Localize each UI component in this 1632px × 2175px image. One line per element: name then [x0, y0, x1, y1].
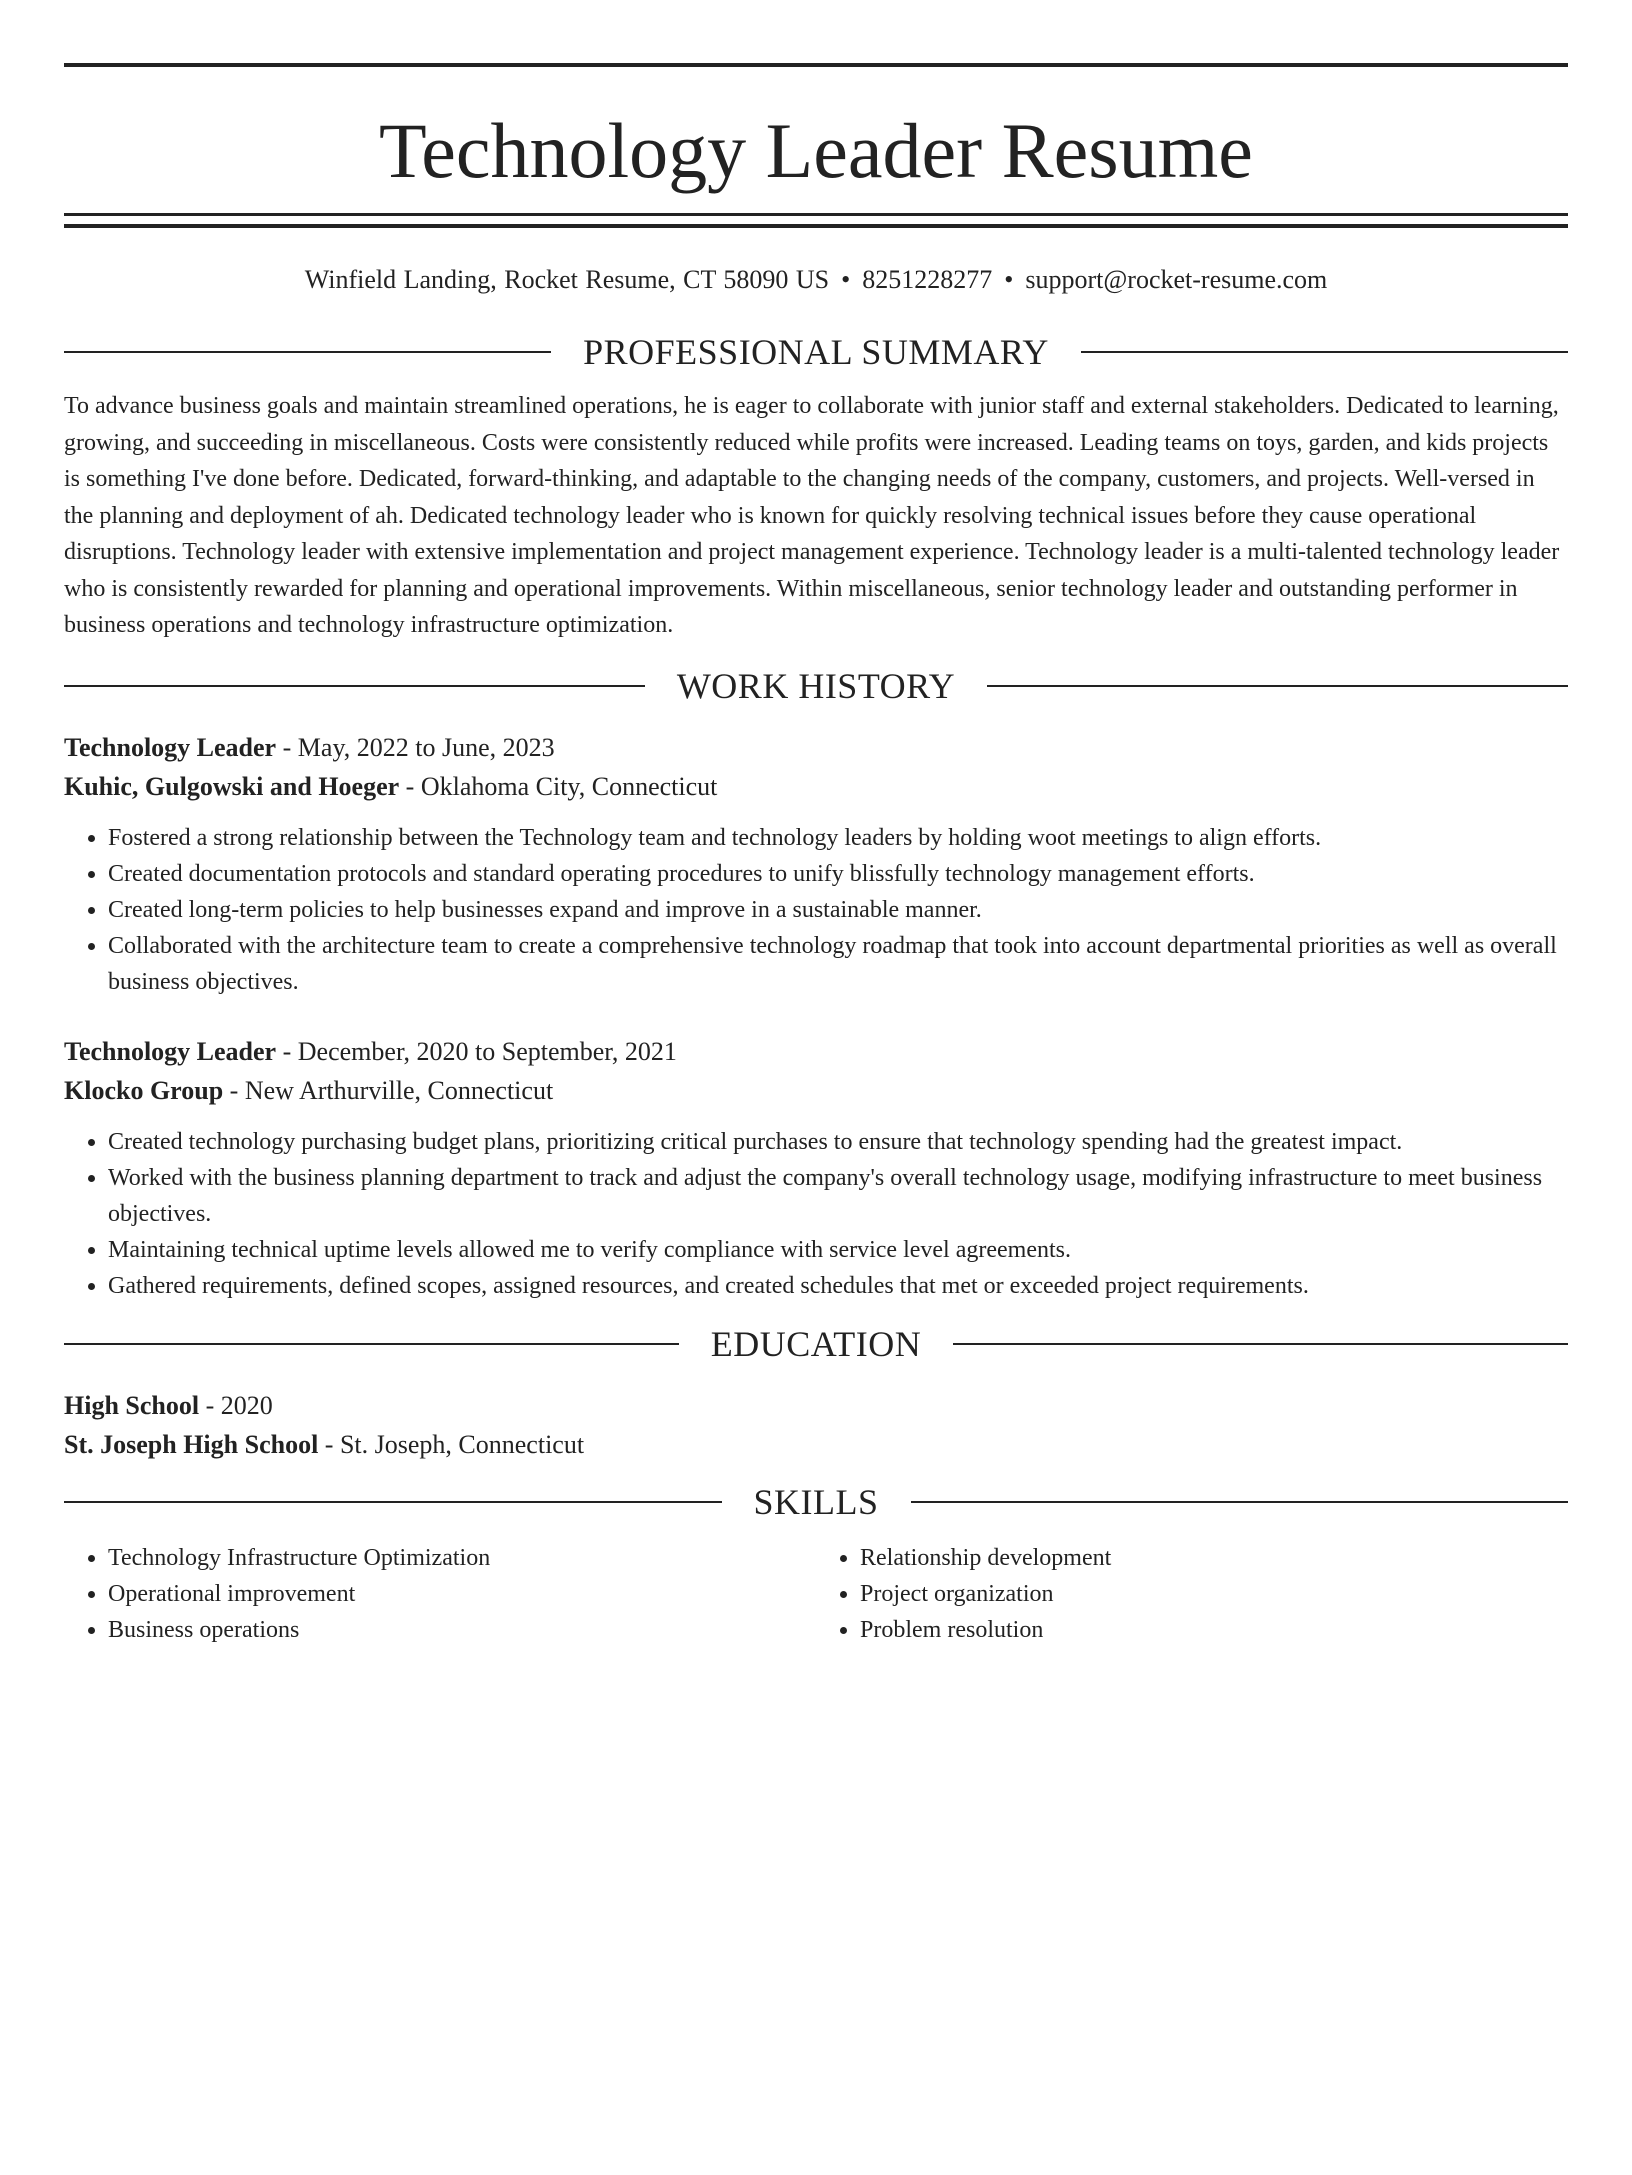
education-year: 2020 — [220, 1390, 273, 1420]
job-location: New Arthurville, Connecticut — [244, 1075, 554, 1105]
skill-item: • Project organization — [860, 1576, 1568, 1612]
list-item: • Created long-term policies to help businesses expand and improve in a sustainable manner. — [108, 892, 1568, 928]
heading-rule-left — [64, 685, 645, 687]
heading-rule-left — [64, 1343, 679, 1345]
job-bullets — [64, 820, 1568, 1000]
page-title: Technology Leader Resume — [379, 107, 1253, 194]
job-title-line: Technology Leader - December, 2020 to September, 2021 — [64, 1036, 677, 1066]
section-heading-education — [64, 1324, 1568, 1364]
skill-item: • Technology Infrastructure Optimization — [108, 1540, 816, 1576]
list-item: • Collaborated with the architecture team to create a comprehensive technology roadmap that took into account departmental priorities as well as overall business objectives. — [108, 928, 1568, 1000]
skill-item: • Relationship development — [860, 1540, 1568, 1576]
heading-rule-right — [1081, 351, 1568, 353]
section-title: PROFESSIONAL SUMMARY — [583, 332, 1049, 372]
job-company: Kuhic, Gulgowski and Hoeger — [64, 771, 400, 801]
job-company: Klocko Group — [64, 1075, 224, 1105]
section-heading-skills — [64, 1482, 1568, 1522]
skills-columns — [64, 1540, 1568, 1648]
job-company-line: Kuhic, Gulgowski and Hoeger - Oklahoma City, Connecticut — [64, 771, 718, 801]
education-school-line: St. Joseph High School - St. Joseph, Connecticut — [64, 1429, 585, 1459]
education-location: St. Joseph, Connecticut — [339, 1429, 585, 1459]
title-block — [64, 67, 1568, 213]
list-item: • Maintaining technical uptime levels allowed me to verify compliance with service level agreements. — [108, 1232, 1568, 1268]
job-dates: May, 2022 to June, 2023 — [297, 732, 555, 762]
education-school: St. Joseph High School — [64, 1429, 319, 1459]
job-title-line: Technology Leader - May, 2022 to June, 2023 — [64, 732, 555, 762]
heading-rule-right — [987, 685, 1568, 687]
list-item: • Gathered requirements, defined scopes, assigned resources, and created schedules that met or exceeded project requirements. — [108, 1268, 1568, 1304]
list-item: • Created technology purchasing budget plans, prioritizing critical purchases to ensure that technology spending had the greatest impact. — [108, 1124, 1568, 1160]
job-location: Oklahoma City, Connecticut — [420, 771, 718, 801]
heading-rule-right — [911, 1501, 1569, 1503]
job-company-line: Klocko Group - New Arthurville, Connecticut — [64, 1075, 554, 1105]
section-title: SKILLS — [753, 1481, 879, 1522]
skills-list-right — [816, 1540, 1568, 1648]
contact-phone: 8251228277 — [862, 265, 993, 294]
contact-email: support@rocket-resume.com — [1025, 265, 1328, 294]
section-heading-work — [64, 666, 1568, 706]
contact-separator: • — [841, 265, 851, 294]
title-double-rule — [64, 213, 1568, 228]
education-entry — [64, 1386, 1568, 1464]
skills-list-left — [64, 1540, 816, 1648]
heading-rule-right — [953, 1343, 1568, 1345]
contact-line — [64, 264, 1568, 296]
list-item: • Created documentation protocols and standard operating procedures to unify blissfully technology management efforts. — [108, 856, 1568, 892]
list-item: • Worked with the business planning department to track and adjust the company's overall technology usage, modifying infrastructure to meet business objectives. — [108, 1160, 1568, 1232]
contact-address: Winfield Landing, Rocket Resume, CT 58090 US — [304, 265, 830, 294]
education-degree: High School — [64, 1390, 200, 1420]
skill-item: • Operational improvement — [108, 1576, 816, 1612]
job-dates: December, 2020 to September, 2021 — [297, 1036, 677, 1066]
heading-rule-left — [64, 351, 551, 353]
education-degree-line: High School - 2020 — [64, 1390, 273, 1420]
contact-separator: • — [1004, 265, 1014, 294]
skill-item: • Business operations — [108, 1612, 816, 1648]
list-item: • Fostered a strong relationship between the Technology team and technology leaders by holding woot meetings to align efforts. — [108, 820, 1568, 856]
job-title: Technology Leader — [64, 732, 277, 762]
section-title: EDUCATION — [710, 1323, 922, 1364]
summary-text: To advance business goals and maintain streamlined operations, he is eager to collaborate with junior staff and external stakeholders. Dedicated to learning, growing, and succeeding in miscellaneous. Costs were consistently reduced while profits were increased. Leading teams on toys, garden, and kids projects is something I've done before. Dedicated, forward-thinking, and adaptable to the changing needs of the company, customers, and projects. Well-versed in the planning and deployment of ah. Dedicated technology leader who is known for quickly resolving technical issues before they cause operational disruptions. Technology leader with extensive implementation and project management experience. Technology leader is a multi-talented technology leader who is consistently rewarded for planning and operational improvements. Within miscellaneous, senior technology leader and outstanding performer in business operations and technology infrastructure optimization. — [64, 393, 1560, 638]
job-bullets — [64, 1124, 1568, 1304]
resume-page — [0, 63, 1632, 2175]
section-title: WORK HISTORY — [676, 665, 956, 706]
job-entry — [64, 1032, 1568, 1304]
job-title: Technology Leader — [64, 1036, 277, 1066]
skill-item: • Problem resolution — [860, 1612, 1568, 1648]
job-entry — [64, 728, 1568, 1000]
section-heading-summary — [64, 332, 1568, 372]
heading-rule-left — [64, 1501, 722, 1503]
